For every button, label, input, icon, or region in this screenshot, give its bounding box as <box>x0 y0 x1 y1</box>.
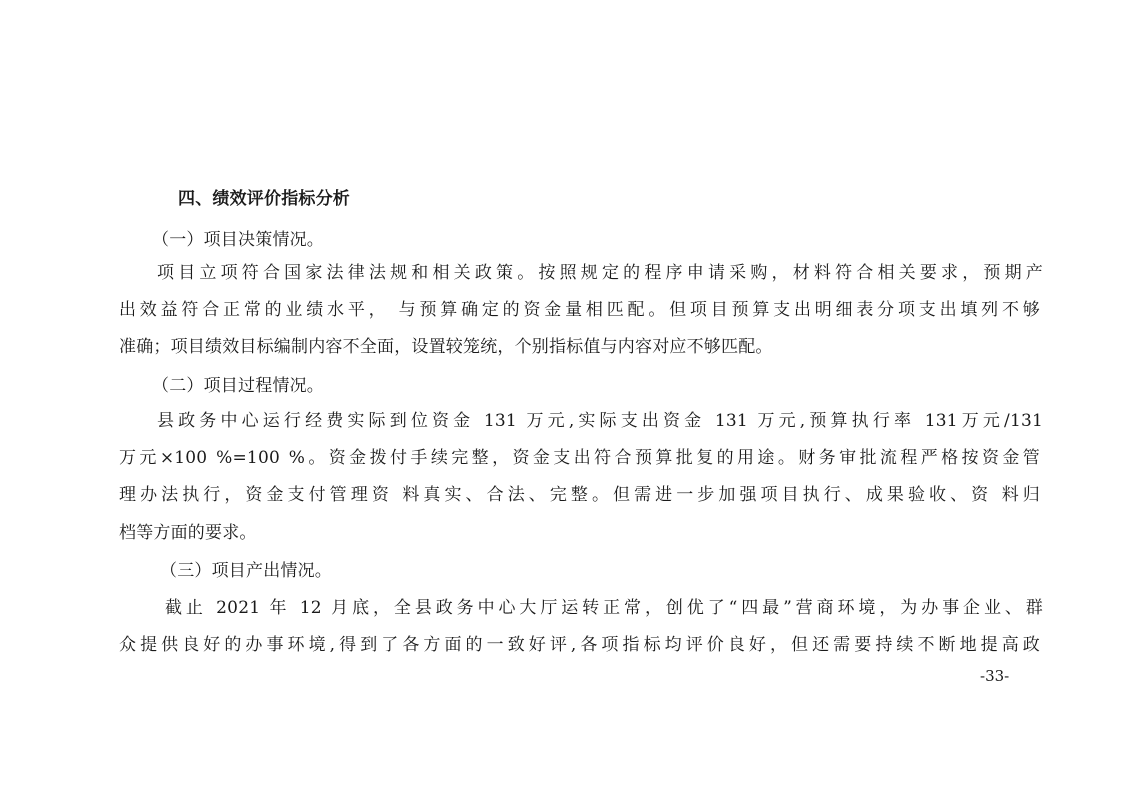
paragraph-line: 县政务中心运行经费实际到位资金 131 万元,实际支出资金 131 万元,预算执行率 131万元/131 <box>157 411 1043 431</box>
paragraph-line: 万元×100 %=100 %。资金拨付手续完整，资金支出符合预算批复的用途。财务审批流程严格按资金管 <box>119 448 1040 468</box>
paragraph-line: 众提供良好的办事环境,得到了各方面的一致好评,各项指标均评价良好，但还需要持续不断地提高政 <box>119 635 1040 655</box>
section-heading: 四、绩效评价指标分析 <box>178 189 350 209</box>
subsection-1-title: （一）项目决策情况。 <box>152 230 324 250</box>
paragraph-line: 档等方面的要求。 <box>119 523 257 543</box>
subsection-2-title: （二）项目过程情况。 <box>152 376 324 396</box>
paragraph-line: 理办法执行，资金支付管理资 料真实、合法、完整。但需进一步加强项目执行、成果验收、资 料归 <box>119 485 1040 505</box>
paragraph-line: 准确；项目绩效目标编制内容不全面，设置较笼统，个别指标值与内容对应不够匹配。 <box>119 337 773 357</box>
paragraph-line: 截止 2021 年 12 月底，全县政务中心大厅运转正常，创优了“四最”营商环境，为办事企业、群 <box>165 598 1043 618</box>
subsection-3-title: （三）项目产出情况。 <box>160 561 332 581</box>
paragraph-line: 项目立项符合国家法律法规和相关政策。按照规定的程序申请采购，材料符合相关要求，预期产 <box>157 263 1043 283</box>
page-number: -33- <box>980 667 1010 685</box>
paragraph-line: 出效益符合正常的业绩水平， 与预算确定的资金量相匹配。但项目预算支出明细表分项支出填列不够 <box>119 300 1040 320</box>
